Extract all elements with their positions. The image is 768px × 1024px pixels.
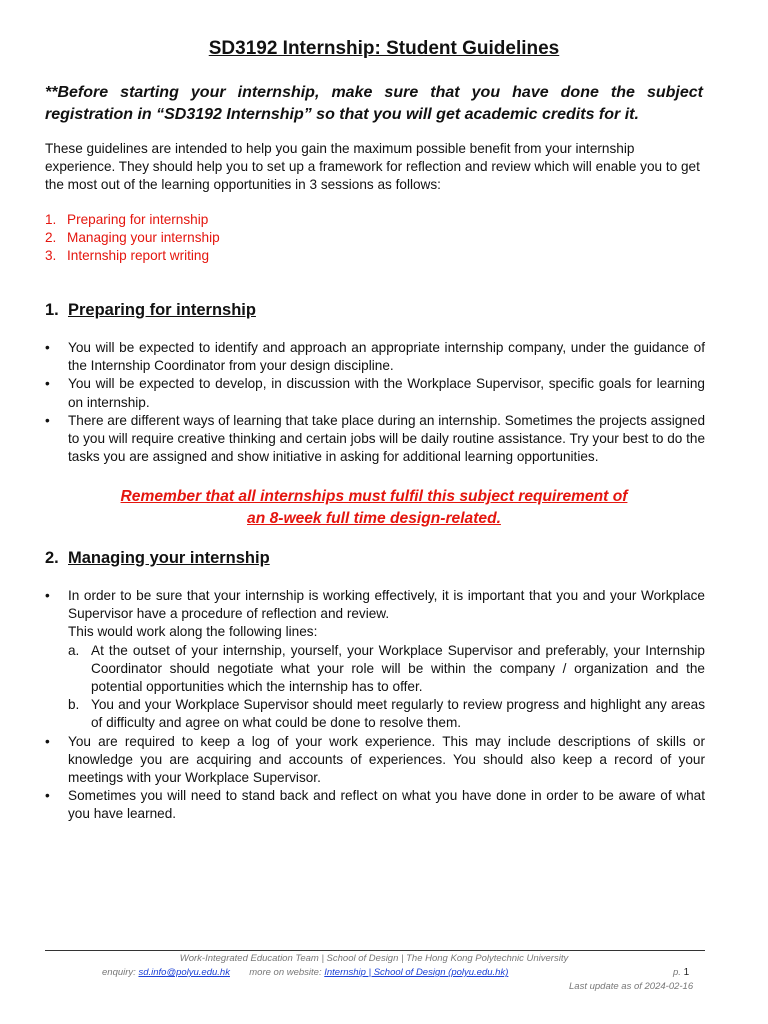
requirement-reminder bbox=[0, 486, 748, 530]
last-update: Last update as of 2024-02-16 bbox=[569, 981, 694, 992]
bullet-item: • Sometimes you will need to stand back and reflect on what you have done in order to be aware of what you have learned. bbox=[45, 787, 705, 823]
page-label: p. bbox=[673, 967, 681, 978]
session-list bbox=[45, 211, 220, 265]
session-label: Internship report writing bbox=[67, 248, 210, 263]
session-item bbox=[45, 247, 220, 265]
section-1-heading bbox=[45, 301, 256, 320]
section-2-heading bbox=[45, 549, 270, 568]
section-number: 2. bbox=[45, 549, 59, 567]
bullet-item: • You will be expected to develop, in discussion with the Workplace Supervisor, specific goals for learning on internship. bbox=[45, 375, 705, 411]
sub-item-letter: a. bbox=[68, 642, 80, 658]
footer-divider bbox=[45, 950, 705, 951]
sub-item bbox=[68, 696, 705, 732]
bullet-text: • In order to be sure that your internship is working effectively, it is important that you and your Workplace Supervisor have a procedure of reflection and review. bbox=[68, 588, 705, 622]
session-label: Preparing for internship bbox=[67, 212, 209, 227]
reminder-line: an 8-week full time design-related. bbox=[247, 510, 501, 527]
bullet-item: • You will be expected to identify and approach an appropriate internship company, under the guidance of the Internship Coordinator from your design discipline. bbox=[45, 339, 705, 375]
bullet-item: • You are required to keep a log of your work experience. This may include descriptions of skills or knowledge you are acquiring and accounts of experiences. You should also keep a record of your meetings with your Workplace Supervisor. bbox=[45, 733, 705, 788]
page-number-value: 1 bbox=[683, 967, 690, 978]
enquiry-label: enquiry: bbox=[102, 967, 136, 978]
section-2-bullets bbox=[45, 587, 705, 824]
registration-notice: **Before starting your internship, make sure that you have done the subject registration in “SD3192 Internship” so that you will get academic credits for it. bbox=[45, 84, 703, 123]
bullet-item bbox=[45, 587, 705, 733]
session-number: 3. bbox=[45, 248, 57, 263]
section-title: Managing your internship bbox=[68, 549, 270, 567]
website-label: more on website: bbox=[249, 967, 322, 978]
session-item bbox=[45, 211, 220, 229]
section-number: 1. bbox=[45, 301, 59, 319]
session-item bbox=[45, 229, 220, 247]
footer-organization: Work-Integrated Education Team | School of Design | The Hong Kong Polytechnic University bbox=[179, 953, 569, 964]
bullet-item: • There are different ways of learning that take place during an internship. Sometimes the projects assigned to you will require creative thinking and certain jobs will be daily routine assistance. Try your best to do the tasks you are assigned and show initiative in asking for additional learning opportunities. bbox=[45, 412, 705, 467]
section-title: Preparing for internship bbox=[68, 301, 256, 319]
page-title: SD3192 Internship: Student Guidelines bbox=[208, 38, 560, 59]
session-number: 1. bbox=[45, 212, 57, 227]
sub-item-text: At the outset of your internship, yourself, your Workplace Supervisor and preferably, your Internship Coordinator should negotiate what your role will be within the company / organization and the potential opportunities which the internship has to offer. bbox=[91, 642, 705, 695]
session-label: Managing your internship bbox=[67, 230, 220, 245]
sub-list bbox=[68, 642, 705, 733]
website-link[interactable]: Internship | School of Design (polyu.edu.hk) bbox=[324, 967, 509, 978]
section-1-bullets bbox=[45, 339, 705, 466]
reminder-line: Remember that all internships must fulfil this subject requirement of bbox=[120, 488, 628, 505]
session-number: 2. bbox=[45, 230, 57, 245]
footer-contact bbox=[102, 967, 702, 978]
bullet-text-continued: This would work along the following lines: bbox=[68, 624, 318, 640]
sub-item-letter: b. bbox=[68, 697, 80, 713]
email-link[interactable]: sd.info@polyu.edu.hk bbox=[138, 967, 230, 978]
page-number bbox=[673, 967, 689, 978]
intro-paragraph: These guidelines are intended to help you gain the maximum possible benefit from your internship experience. They should help you to set up a framework for reflection and review which will enable you to get the most out of the learning opportunities in 3 sessions as follows: bbox=[45, 141, 700, 192]
sub-item bbox=[68, 642, 705, 697]
sub-item-text: You and your Workplace Supervisor should meet regularly to review progress and highlight any areas of difficulty and agree on what could be done to resolve them. bbox=[91, 697, 705, 731]
